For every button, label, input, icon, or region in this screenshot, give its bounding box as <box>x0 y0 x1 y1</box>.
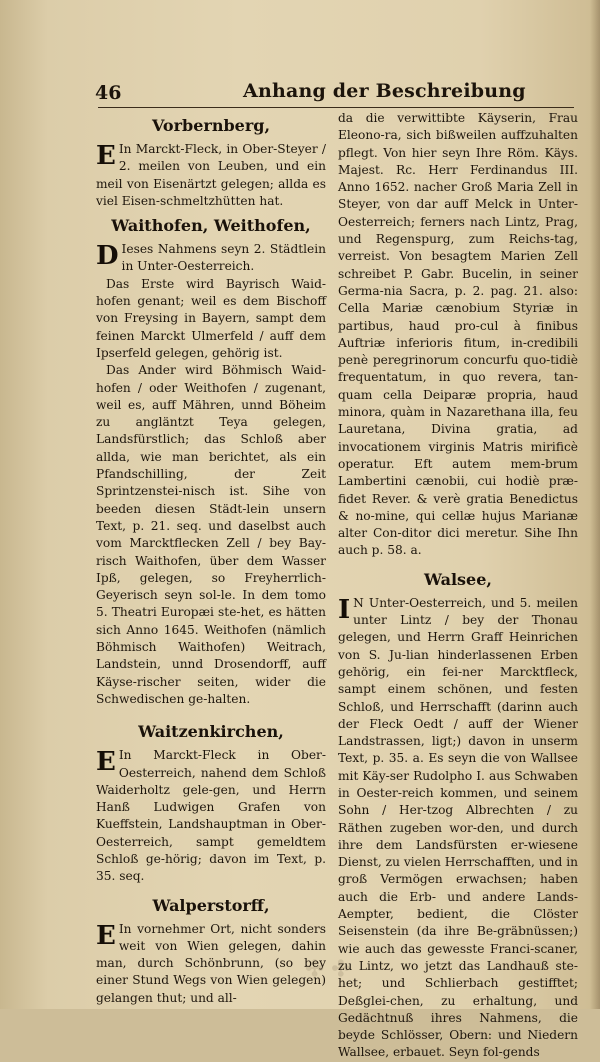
dropcap: E <box>96 141 116 171</box>
heading-waitzenkirchen: Waitzenkirchen, <box>138 722 284 742</box>
paragraph-walperstorff <box>96 921 326 1007</box>
bleed-through-ink: ✣ ✣ <box>305 954 350 980</box>
paragraph-vorbernberg <box>96 141 326 210</box>
heading-vorbernberg: Vorbernberg, <box>151 116 271 135</box>
header-rule <box>98 107 574 108</box>
dropcap: E <box>96 920 116 951</box>
paragraph-text: In Marckt-Fleck in Ober-Oesterreich, nahend dem Schloß Waiderholtz gele-gen, und Herrn Hanß Ludwigen Grafen von Kueffstein, Landshauptman in Ober-Oesterreich, sampt gemeldtem Schloß ge-hörig; davon im Text, p. 35. seq. <box>96 748 326 884</box>
dropcap: E <box>96 747 116 778</box>
paragraph-continuation: da die verwittibte Käyserin, Frau Eleono-ra, sich bißweilen auffzuhalten pflegt. Von hier seyn Ihre Röm. Käys. Majest. Rc. Herr Ferdinandus III. Anno 1652. nacher Groß Maria Zell in Steyer, von dar auff Melck in Unter-Oesterreich; ferners nach Lintz, Prag, und Regenspurg, zum Reichs-tag, verreist. Von besagtem Marien Zell schreibet P. Gabr. Bucelin, in seiner Germa-nia Sacra, p. 2. pag. 21. also: Cella Mariæ cænobium Styriæ in partibus, haud pro-cul à finibus Auftriæ inferioris fitum, in-credibili penè peregrinorum concurfu quo-tidiè frequentatum, in quo revera, tan-quam cella Deiparæ propria, haud minora, quàm in Nazarethana illa, feu Lauretana, Divina gratia, ad invocationem virginis Matris mirificè operatur. Eft autem mem-brum Lambertini cænobii, cui hodiè præ-fidet Rever. & verè gratia Benedictus & no-mine, qui cellæ hujus Marianæ alter Con-ditor dici meretur. Sihe Ihn auch p. 58. a. <box>338 111 578 558</box>
paragraph-waidhofen-second: Das Ander wird Böhmisch Waid-hofen / oder Weithofen / zugenant, weil es, auff Mähren, unnd Böheim zu angläntzt Teya gelegen, Landsfürstlich; das Schloß aber allda, wie man berichtet, als ein Pfandschilling, der Zeit Sprintzenstei-nisch ist. Sihe von beeden diesen Städt-lein unsern Text, p. 21. seq. und daselbst auch vom Marcktflecken Zell / bey Bay-risch Waithofen, über dem Wasser Ipß, gelegen, so Freyherrlich-Geyerisch seyn sol-le. In dem tomo 5. Theatri Europæi ste-het, es hätten sich Anno 1645. Weithofen (nämlich Böhmisch Waithofen) Weitrach, Landstein, unnd Drosendorff, auff Käyse-rischer seiten, wider die Schwedischen ge-halten. <box>96 363 326 706</box>
paragraph-waidhofen-first: Das Erste wird Bayrisch Waid-hofen genant; weil es dem Bischoff von Freysing in Bayern, sampt dem feinen Marckt Ulmerfeld / auff dem Ipserfeld gelegen, gehörig ist. <box>96 276 326 360</box>
heading-waidhofen: Waithofen, Weithofen, <box>111 216 311 236</box>
paragraph-text: N Unter-Oesterreich, und 5. meilen unter Lintz / bey der Thonau gelegen, und Herrn Graff Heinrichen von S. Ju-lian hinderlassenen Erben gehörig, ein fei-ner Marcktfleck, sampt einem schönen, und festen Schloß, und Herrschafft (darinn auch der Fleck Oedt / auff der Wiener Landstrassen, ligt;) davon in unserm Text, p. 35. a. Es seyn die von Wallsee mit Käy-ser Rudolpho I. aus Schwaben in Oester-reich kommen, und seinem Sohn / Her-tzog Albrechten / zu Räthen zugeben wor-den, und durch ihre dem Landsfürsten er-wiesene Dienst, zu vielen Herrschafften, und in groß Vermögen erwachsen; haben auch die Erb- und andere Lands-Aempter, bedient, die Clöster Seisenstein (da ihre Be-gräbnüssen;) wie auch das gewesste Franci-scaner, zu Lintz, wo jetzt das Landhauß ste-het; und Schlierbach gestifftet; Deßglei-chen, zu erhaltung, und Gedächtnuß ihres Nahmens, die beyde Schlösser, Obern: und Niedern Wallsee, erbauet. Seyn fol-gends <box>338 595 578 1060</box>
heading-walsee: Walsee, <box>424 569 492 589</box>
paragraph-waidhofen-intro <box>96 241 326 276</box>
paragraph-walsee <box>338 595 578 1062</box>
heading-walperstorff: Walperstorff, <box>152 895 270 915</box>
dropcap: I <box>338 594 351 625</box>
dropcap: D <box>96 241 119 272</box>
left-column <box>96 110 326 1007</box>
paragraph-waitzenkirchen <box>96 747 326 885</box>
page-header <box>95 82 575 108</box>
paragraph-text: Ieses Nahmens seyn 2. Städtlein in Unter-Oesterreich. <box>121 242 326 274</box>
paragraph-text: In Marckt-Fleck, in Ober-Steyer / 2. meilen von Leuben, und ein meil von Eisenärtzt gelegen; allda es viel Eisen-schmeltzhütten hat. <box>96 142 326 208</box>
right-column <box>338 110 578 1062</box>
page-number: 46 <box>95 82 122 104</box>
paragraph-text: In vornehmer Ort, nicht sonders weit von Wien gelegen, dahin man, durch Schönbrunn, (so bey einer Stund Wegs von Wien gelegen) gelangen thut; und all- <box>96 921 326 1005</box>
page-edge-shadow <box>590 0 600 1009</box>
running-head: Anhang der Beschreibung <box>243 80 526 102</box>
